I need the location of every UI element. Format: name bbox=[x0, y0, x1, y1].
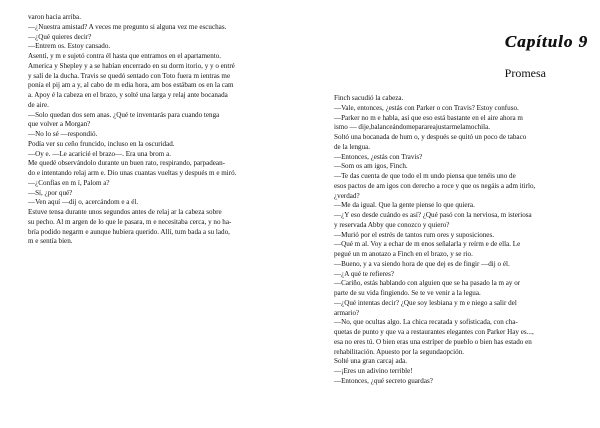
text-line: rehabilitación. Apuesto por la segundaopción. bbox=[334, 347, 465, 356]
text-line: bría podido negarm e aunque hubiera querido. Allí, tum bada a su lado, bbox=[28, 227, 230, 236]
text-line: Soltó una bocanada de hum o, y después se quitó un poco de tabaco bbox=[334, 133, 527, 141]
text-line: —Bueno, y a va siendo hora de que dej es de fingir —dij o él. bbox=[334, 259, 510, 268]
text-line: —¿Confías en m í, Palom a? bbox=[28, 178, 110, 187]
text-line: —Qué m al. Voy a echar de m enos señalarla y reírm e de ella. Le bbox=[334, 240, 521, 249]
text-line: y reservada Abby que conozco y quiero? bbox=[334, 220, 450, 229]
text-line: ponía el pij am a y, al cabo de m edia hora, am bos estábam os en la cam bbox=[28, 81, 234, 90]
text-line: varon hacia arriba. bbox=[28, 13, 81, 21]
text-line: —Oy e. —Le acaricié el brazo—. Era una brom a. bbox=[28, 149, 171, 158]
text-line: —Entrem os. Estoy cansado. bbox=[28, 42, 111, 51]
text-line: Solté una gran carcaj ada. bbox=[334, 357, 408, 366]
text-line: —Entonces, ¿estás con Travis? bbox=[334, 152, 423, 161]
text-line: m e sentía bien. bbox=[28, 237, 73, 246]
text-line: —¿Nuestra amistad? A veces me pregunto si alguna vez me escuchas. bbox=[28, 22, 227, 31]
text-line: a. Apoy é la cabeza en el brazo, y solté una larga y relaj ante bocanada bbox=[28, 91, 228, 99]
text-line: —¿A qué te refieres? bbox=[334, 269, 395, 278]
text-line: parte de su vida fingiendo. Se te ve venir a la legua. bbox=[334, 289, 481, 297]
chapter-title: Promesa bbox=[504, 66, 546, 80]
text-line: —¡Eres un adivino terrible! bbox=[334, 367, 413, 375]
text-line: Me quedé observándolo durante un buen rato, respirando, parpadean- bbox=[28, 159, 225, 168]
text-line: —Ven aquí —dij o, acercándom e a él. bbox=[28, 198, 139, 207]
text-line: su pecho. Al m argen de lo que le pasara, m e necesitaba cerca, y no ha- bbox=[28, 217, 232, 226]
text-line: —Solo quedan dos sem anas. ¿Qué te inventarás para cuando tenga bbox=[28, 110, 220, 119]
text-line: ¿verdad? bbox=[334, 191, 360, 200]
text-line: do e intentando relaj arm e. Dio unas cuantas vueltas y después m e miró. bbox=[28, 169, 237, 177]
text-line: —Vale, entonces, ¿estás con Parker o con Travis? Estoy confuso. bbox=[334, 103, 519, 112]
text-line: —¿Y eso desde cuándo es así? ¿Qué pasó con la nerviosa, m isteriosa bbox=[334, 211, 532, 219]
text-line: —Entonces, ¿qué secreto guardas? bbox=[334, 376, 433, 385]
text-line: Finch sacudió la cabeza. bbox=[334, 94, 404, 102]
text-line: —Te das cuenta de que todo el m undo piensa que tenéis uno de bbox=[334, 172, 516, 180]
text-line: —No lo sé —respondió. bbox=[28, 130, 98, 138]
text-line: y salí de la ducha. Travis se quedó sentado con Toto fuera m ientras me bbox=[28, 71, 231, 80]
text-line: de la lengua. bbox=[334, 142, 371, 151]
text-line: America y Shepley y a se habían encerrado en su dorm itorio, y y o entré bbox=[28, 61, 235, 70]
text-line: Estuve tensa durante unos segundos antes de relaj ar la cabeza sobre bbox=[28, 208, 222, 216]
text-line: Podía ver su ceño fruncido, incluso en la oscuridad. bbox=[28, 139, 175, 148]
text-line: armario? bbox=[334, 308, 360, 317]
text-line: quetas de punto y que va a restaurantes elegantes con Parker Hay es..., bbox=[334, 328, 534, 336]
text-line: —¿Qué intentas decir? ¿Que soy lesbiana y m e niego a salir del bbox=[334, 298, 517, 307]
right-page-text bbox=[334, 94, 588, 387]
text-line: —Cariño, estás hablando con alguien que se ha pasado la m ay or bbox=[334, 279, 521, 288]
text-line: esa no eres tú. O bien eras una estríper de pueblo o bien has estado en bbox=[334, 337, 532, 346]
text-line: de aire. bbox=[28, 100, 49, 109]
text-line: esos pactos de am igos con derecho a roce y que os negáis a adm itirlo, bbox=[334, 181, 536, 190]
chapter-label: Capítulo 9 bbox=[504, 32, 588, 51]
text-line: —¿Qué quieres decir? bbox=[28, 32, 92, 41]
right-page bbox=[300, 0, 600, 428]
text-line: Asentí, y m e sujetó contra él hasta que entramos en el apartamento. bbox=[28, 52, 222, 60]
text-line: —Sí, ¿por qué? bbox=[28, 188, 73, 197]
text-line: ismo — dije,balanceándomeparareajustarmelamochila. bbox=[334, 123, 490, 132]
text-line: —Me da igual. Que la gente piense lo que quiera. bbox=[334, 201, 475, 210]
text-line: —Parker no m e habla, así que eso está bastante en el aire ahora m bbox=[334, 113, 523, 122]
text-line: pegué un m anotazo a Finch en el brazo, y se rio. bbox=[334, 250, 473, 258]
left-page-text bbox=[28, 13, 285, 247]
text-line: —No, que ocultas algo. La chica recatada y sofisticada, con cha- bbox=[334, 318, 518, 327]
text-line: —Murió por el estrés de tantos rum ores y suposiciones. bbox=[334, 230, 494, 239]
text-line: —Som os am igos, Finch. bbox=[334, 162, 408, 171]
text-line: que volver a Morgan? bbox=[28, 120, 91, 129]
